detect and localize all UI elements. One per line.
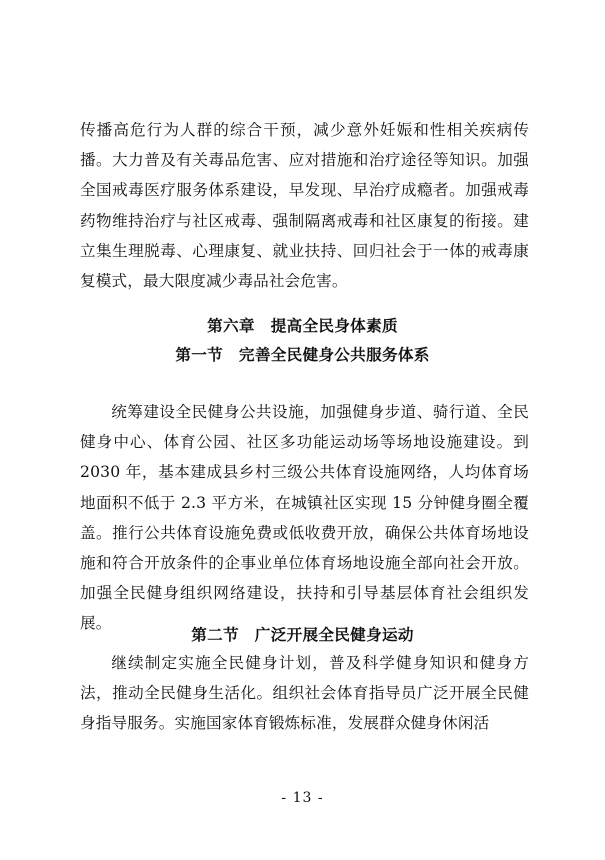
section-2-paragraph: 继续制定实施全民健身计划，普及科学健身知识和健身方法，推动全民健身生活化。组织社会体育指导员广泛开展全民健身指导服务。实施国家体育锻炼标准，发展群众健身休闲活 (80, 654, 529, 733)
page-number: - 13 - (281, 790, 324, 806)
continued-paragraph: 传播高危行为人群的综合干预，减少意外妊娠和性相关疾病传播。大力普及有关毒品危害、应对措施和治疗途径等知识。加强全国戒毒医疗服务体系建设，早发现、早治疗成瘾者。加强戒毒药物维持治疗与社区戒毒、强制隔离戒毒和社区康复的衔接。建立集生理脱毒、心理康复、就业扶持、回归社会于一体的戒毒康复模式，最大限度减少毒品社会危害。 (80, 121, 529, 291)
section-1-paragraph: 统筹建设全民健身公共设施，加强健身步道、骑行道、全民健身中心、体育公园、社区多功能运动场等场地设施建设。到 2030 年，基本建成县乡村三级公共体育设施网络，人均体育场地面积不低于 2.3 平方米，在城镇社区实现 15 分钟健身圈全覆盖。推行公共体育设施免费或低收费开放，确保公共体育场地设施和符合开放条件的企事业单位体育场地设施全部向社会开放。加强全民健身组织网络建设，扶持和引导基层体育社会组织发展。 (80, 403, 529, 633)
section-heading-2: 第二节 广泛开展全民健身运动 (191, 626, 414, 644)
section-heading-1: 第一节 完善全民健身公共服务体系 (175, 346, 430, 364)
chapter-heading: 第六章 提高全民身体素质 (207, 317, 398, 335)
